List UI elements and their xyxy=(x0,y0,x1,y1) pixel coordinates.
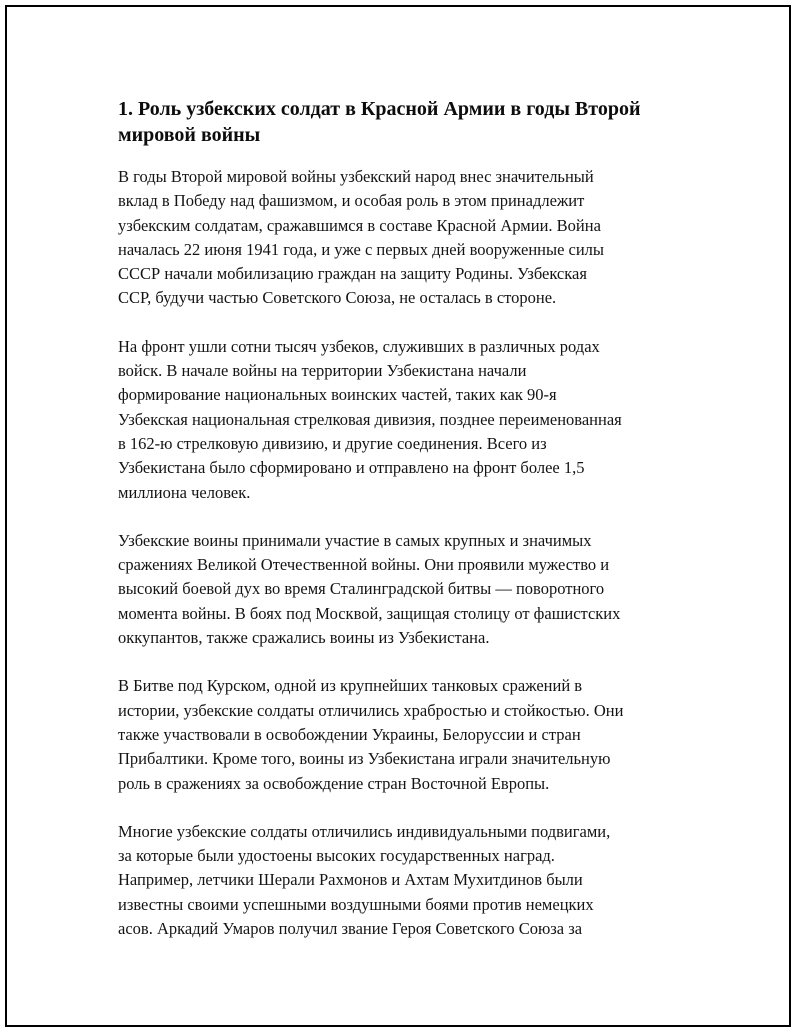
paragraph-line: момента войны. В боях под Москвой, защищая столицу от фашистских xyxy=(118,603,621,623)
paragraph-line: сражениях Великой Отечественной войны. Они проявили мужество и xyxy=(118,555,610,575)
heading-line: 1. Роль узбекских солдат в Красной Армии в годы Второй xyxy=(118,98,641,120)
paragraph-line: СССР начали мобилизацию граждан на защиту Родины. Узбекская xyxy=(118,264,587,284)
paragraph-line: асов. Аркадий Умаров получил звание Героя Советского Союза за xyxy=(118,919,583,939)
paragraph-line: миллиона человек. xyxy=(118,482,251,502)
paragraph-line: началась 22 июня 1941 года, и уже с первых дней вооруженные силы xyxy=(118,239,604,259)
paragraph-line: Узбекская национальная стрелковая дивизия, позднее переименованная xyxy=(118,409,622,429)
paragraph-line: Узбекистана было сформировано и отправлено на фронт более 1,5 xyxy=(118,458,585,478)
paragraph-battles xyxy=(118,529,692,650)
paragraph-line: высокий боевой дух во время Сталинградской битвы — поворотного xyxy=(118,579,605,599)
paragraph-line: Например, летчики Шерали Рахмонов и Ахтам Мухитдинов были xyxy=(118,870,583,890)
paragraph-line: истории, узбекские солдаты отличились храбростью и стойкостью. Они xyxy=(118,700,624,720)
paragraph-line: вклад в Победу над фашизмом, и особая роль в этом принадлежит xyxy=(118,191,585,211)
paragraph-line: узбекским солдатам, сражавшимся в составе Красной Армии. Война xyxy=(118,215,601,235)
paragraph-line: войск. В начале войны на территории Узбекистана начали xyxy=(118,361,527,381)
section-heading xyxy=(118,96,692,148)
paragraph-line: На фронт ушли сотни тысяч узбеков, служивших в различных родах xyxy=(118,336,600,356)
paragraph-line: оккупантов, также сражались воины из Узбекистана. xyxy=(118,628,490,648)
paragraph-line: В Битве под Курском, одной из крупнейших танковых сражений в xyxy=(118,676,583,696)
paragraph-line: Многие узбекские солдаты отличились индивидуальными подвигами, xyxy=(118,821,611,841)
paragraph-line: также участвовали в освобождении Украины, Белоруссии и стран xyxy=(118,724,581,744)
paragraph-line: ССР, будучи частью Советского Союза, не осталась в стороне. xyxy=(118,288,557,308)
paragraph-line: В годы Второй мировой войны узбекский народ внес значительный xyxy=(118,167,594,186)
document-body xyxy=(118,96,692,965)
paragraph-kursk xyxy=(118,674,692,795)
paragraph-line: за которые были удостоены высоких государственных наград. xyxy=(118,846,555,866)
heading-line: мировой войны xyxy=(118,124,261,146)
paragraph-line: формирование национальных воинских частей, таких как 90-я xyxy=(118,385,557,405)
paragraph-line: Прибалтики. Кроме того, воины из Узбекистана играли значительную xyxy=(118,749,611,769)
paragraph-heroes xyxy=(118,820,692,941)
paragraph-line: в 162-ю стрелковую дивизию, и другие соединения. Всего из xyxy=(118,433,547,453)
paragraph-line: Узбекские воины принимали участие в самых крупных и значимых xyxy=(118,530,592,550)
paragraph-formations xyxy=(118,335,692,505)
paragraph-mobilization xyxy=(118,165,692,311)
paragraph-line: роль в сражениях за освобождение стран Восточной Европы. xyxy=(118,773,550,793)
paragraph-line: известны своими успешными воздушными боями против немецких xyxy=(118,894,594,914)
